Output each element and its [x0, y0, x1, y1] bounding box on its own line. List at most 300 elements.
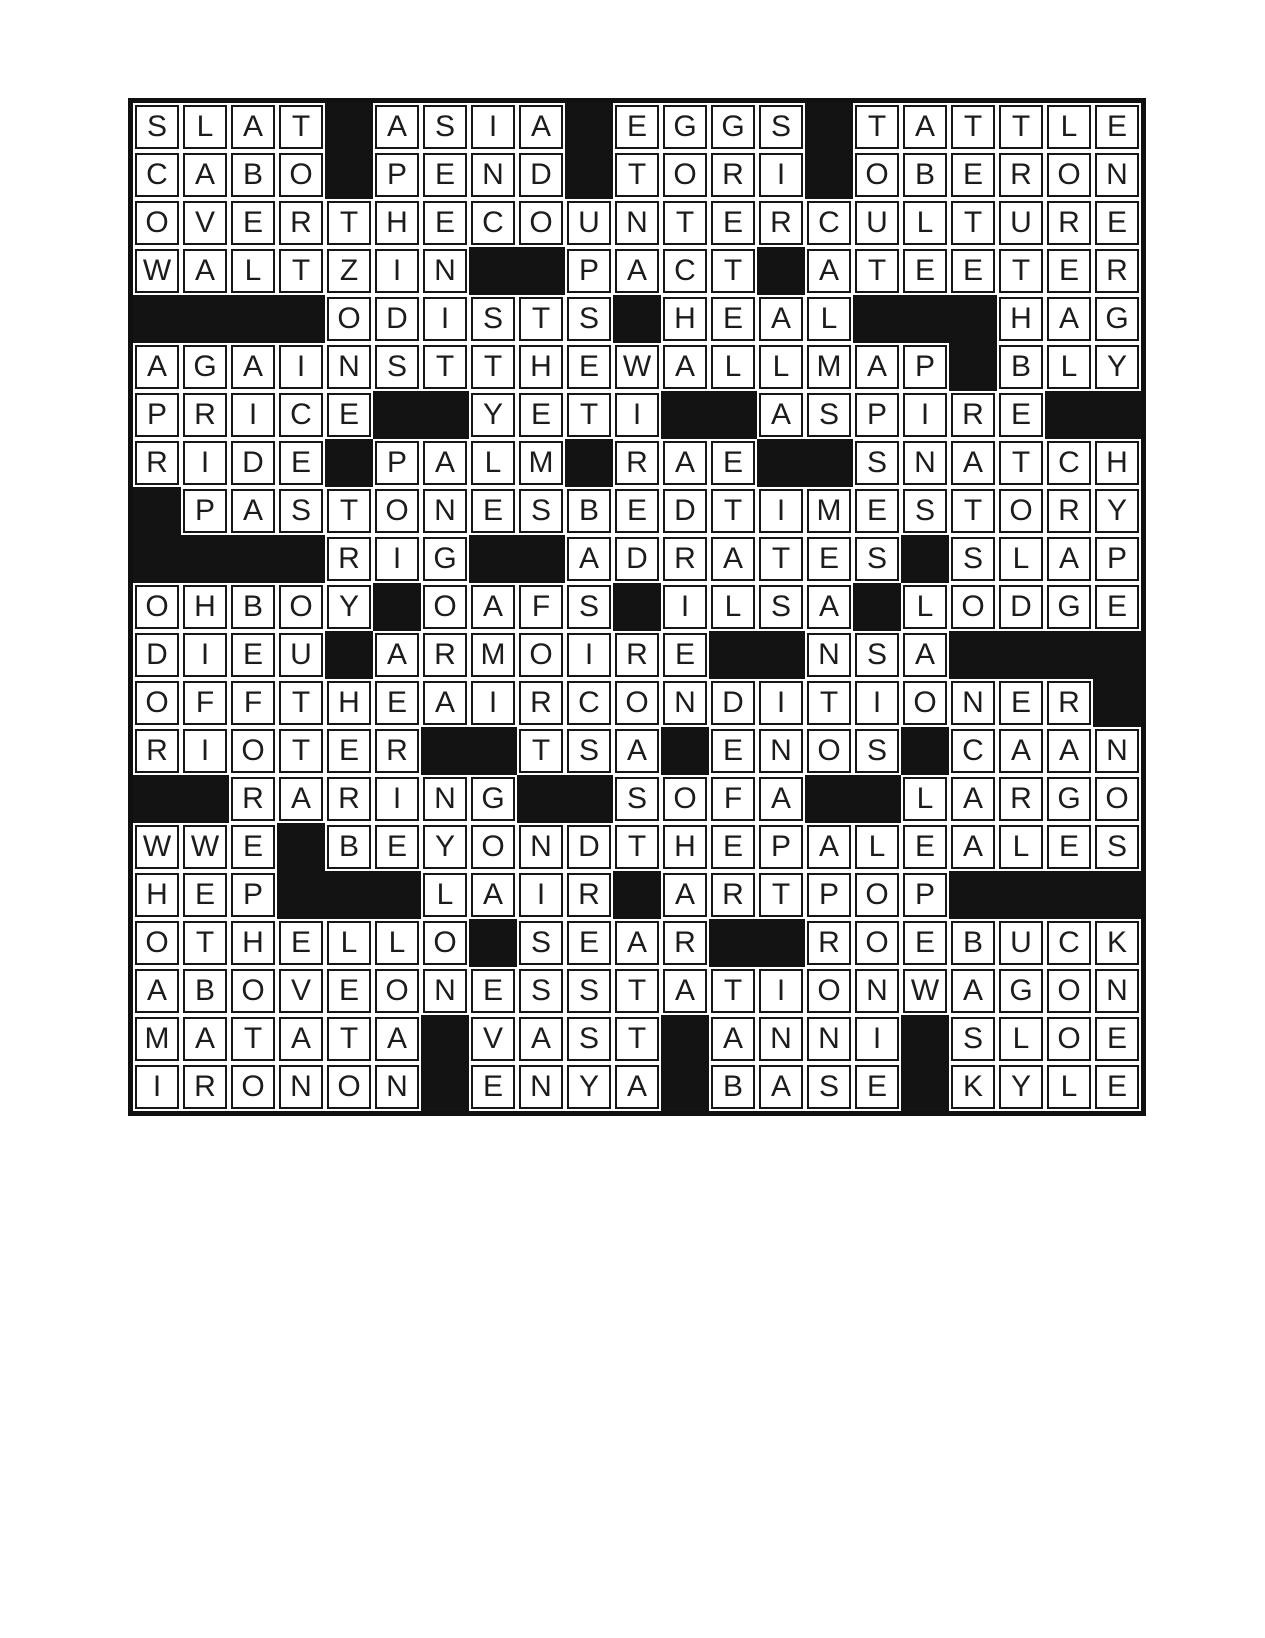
cell-letter: T — [771, 878, 791, 911]
cell-letter: A — [962, 830, 983, 863]
grid-cell — [711, 345, 755, 389]
cell-letter: N — [338, 350, 360, 383]
grid-cell — [135, 441, 179, 485]
cell-letter: S — [578, 1022, 599, 1055]
cell-letter: A — [386, 638, 407, 671]
grid-cell — [663, 777, 707, 821]
black-cell — [133, 535, 181, 583]
cell-letter: A — [434, 446, 455, 479]
grid-cell — [135, 105, 179, 149]
cell-letter: E — [962, 254, 983, 287]
grid-cell — [615, 393, 659, 437]
grid-cell — [663, 153, 707, 197]
black-cell — [565, 439, 613, 487]
grid-cell — [519, 921, 563, 965]
black-cell — [661, 391, 709, 439]
grid-cell — [663, 681, 707, 725]
grid-cell — [519, 729, 563, 773]
cell-letter: L — [1060, 350, 1078, 383]
grid-cell — [663, 633, 707, 677]
grid-cell — [759, 201, 803, 245]
grid-cell — [279, 969, 323, 1013]
cell-letter: B — [194, 974, 215, 1007]
grid-cell — [471, 969, 515, 1013]
grid-cell — [1047, 489, 1091, 533]
cell-letter: N — [770, 734, 792, 767]
grid-cell — [999, 345, 1043, 389]
grid-cell — [855, 201, 899, 245]
grid-cell — [279, 249, 323, 293]
grid-cell — [231, 825, 275, 869]
cell-letter: A — [482, 590, 503, 623]
cell-letter: E — [722, 734, 743, 767]
grid-cell — [1047, 921, 1091, 965]
cell-letter: L — [1060, 110, 1078, 143]
cell-letter: N — [482, 158, 504, 191]
grid-cell — [183, 921, 227, 965]
cell-letter: N — [1106, 974, 1128, 1007]
black-cell — [949, 631, 997, 679]
grid-cell — [759, 297, 803, 341]
cell-letter: L — [1060, 1070, 1078, 1103]
cell-letter: O — [145, 926, 169, 959]
grid-cell — [279, 201, 323, 245]
grid-cell — [231, 345, 275, 389]
cell-letter: E — [914, 830, 935, 863]
black-cell — [277, 295, 325, 343]
cell-letter: C — [578, 686, 600, 719]
cell-letter: W — [190, 830, 220, 863]
cell-letter: R — [722, 878, 744, 911]
grid-cell — [327, 777, 371, 821]
grid-cell — [711, 1065, 755, 1109]
cell-letter: W — [142, 830, 172, 863]
cell-letter: A — [434, 686, 455, 719]
grid-cell — [807, 201, 851, 245]
grid-cell — [567, 729, 611, 773]
grid-cell — [135, 201, 179, 245]
cell-letter: U — [1010, 206, 1032, 239]
cell-letter: I — [488, 686, 498, 719]
cell-letter: E — [242, 830, 263, 863]
cell-letter: O — [481, 830, 505, 863]
cell-letter: O — [289, 158, 313, 191]
grid-cell — [471, 393, 515, 437]
cell-letter: U — [290, 638, 312, 671]
grid-cell — [807, 345, 851, 389]
cell-letter: R — [1058, 686, 1080, 719]
grid-cell — [279, 153, 323, 197]
grid-cell — [663, 537, 707, 581]
grid-cell — [183, 1017, 227, 1061]
grid-cell — [663, 825, 707, 869]
grid-cell — [183, 201, 227, 245]
cell-letter: S — [866, 542, 887, 575]
grid-cell — [231, 729, 275, 773]
grid-cell — [471, 489, 515, 533]
grid-cell — [231, 489, 275, 533]
grid-cell — [375, 729, 419, 773]
grid-cell — [999, 1017, 1043, 1061]
cell-letter: N — [434, 494, 456, 527]
grid-cell — [807, 969, 851, 1013]
grid-cell — [711, 441, 755, 485]
cell-letter: E — [578, 926, 599, 959]
black-cell — [805, 103, 853, 151]
cell-letter: S — [866, 638, 887, 671]
cell-letter: P — [386, 158, 407, 191]
grid-cell — [711, 825, 755, 869]
black-cell — [469, 727, 517, 775]
cell-letter: P — [914, 350, 935, 383]
grid-cell — [903, 873, 947, 917]
grid-cell — [231, 585, 275, 629]
cell-letter: D — [626, 542, 648, 575]
grid-cell — [567, 681, 611, 725]
grid-cell — [183, 729, 227, 773]
grid-cell — [135, 345, 179, 389]
cell-letter: E — [1106, 1022, 1127, 1055]
cell-letter: E — [482, 1070, 503, 1103]
grid-cell — [759, 585, 803, 629]
cell-letter: O — [817, 734, 841, 767]
cell-letter: S — [386, 350, 407, 383]
cell-letter: T — [195, 926, 215, 959]
grid-cell — [1095, 201, 1139, 245]
cell-letter: G — [673, 110, 697, 143]
grid-cell — [903, 585, 947, 629]
cell-letter: T — [435, 350, 455, 383]
cell-letter: G — [1057, 590, 1081, 623]
grid-cell — [663, 921, 707, 965]
grid-cell — [231, 441, 275, 485]
grid-cell — [807, 873, 851, 917]
grid-cell — [999, 537, 1043, 581]
cell-letter: I — [776, 686, 786, 719]
grid-cell — [1095, 249, 1139, 293]
cell-letter: H — [674, 830, 696, 863]
grid-cell — [1095, 537, 1139, 581]
black-cell — [613, 583, 661, 631]
cell-letter: G — [1105, 302, 1129, 335]
grid-cell — [231, 633, 275, 677]
grid-cell — [1095, 105, 1139, 149]
cell-letter: E — [962, 158, 983, 191]
cell-letter: R — [674, 542, 696, 575]
grid-cell — [231, 921, 275, 965]
cell-letter: H — [338, 686, 360, 719]
cell-letter: A — [770, 1070, 791, 1103]
cell-letter: R — [194, 398, 216, 431]
cell-letter: L — [484, 446, 502, 479]
cell-letter: N — [530, 830, 552, 863]
grid-cell — [855, 249, 899, 293]
grid-cell — [615, 921, 659, 965]
grid-cell — [567, 873, 611, 917]
cell-letter: W — [142, 254, 172, 287]
grid-cell — [999, 585, 1043, 629]
cell-letter: E — [722, 302, 743, 335]
black-cell — [373, 583, 421, 631]
black-cell — [997, 631, 1045, 679]
black-cell — [949, 343, 997, 391]
grid-cell — [567, 585, 611, 629]
cell-letter: T — [339, 494, 359, 527]
cell-letter: B — [242, 158, 263, 191]
grid-cell — [1095, 969, 1139, 1013]
cell-letter: A — [1010, 734, 1031, 767]
grid-cell — [903, 441, 947, 485]
cell-letter: N — [1106, 158, 1128, 191]
cell-letter: B — [242, 590, 263, 623]
cell-letter: B — [722, 1070, 743, 1103]
grid-cell — [279, 345, 323, 389]
cell-letter: W — [910, 974, 940, 1007]
grid-cell — [471, 441, 515, 485]
cell-letter: Y — [434, 830, 455, 863]
grid-cell — [615, 489, 659, 533]
cell-letter: K — [962, 1070, 983, 1103]
grid-cell — [423, 969, 467, 1013]
grid-cell — [951, 105, 995, 149]
grid-cell — [375, 441, 419, 485]
grid-cell — [663, 873, 707, 917]
grid-cell — [903, 153, 947, 197]
cell-letter: H — [674, 302, 696, 335]
grid-cell — [615, 825, 659, 869]
grid-cell — [183, 633, 227, 677]
grid-cell — [375, 969, 419, 1013]
black-cell — [133, 295, 181, 343]
grid-cell — [807, 681, 851, 725]
grid-cell — [567, 297, 611, 341]
grid-cell — [1047, 105, 1091, 149]
black-cell — [1093, 631, 1141, 679]
cell-letter: T — [243, 1022, 263, 1055]
grid-cell — [903, 681, 947, 725]
cell-letter: R — [338, 782, 360, 815]
black-cell — [1093, 679, 1141, 727]
black-cell — [517, 535, 565, 583]
cell-letter: T — [1011, 110, 1031, 143]
cell-letter: N — [290, 1070, 312, 1103]
cell-letter: U — [866, 206, 888, 239]
grid-cell — [903, 489, 947, 533]
grid-cell — [855, 105, 899, 149]
grid-cell — [375, 681, 419, 725]
cell-letter: O — [529, 638, 553, 671]
grid-cell — [711, 969, 755, 1013]
grid-cell — [231, 1065, 275, 1109]
grid-cell — [423, 441, 467, 485]
grid-cell — [807, 537, 851, 581]
black-cell — [133, 487, 181, 535]
cell-letter: N — [1106, 734, 1128, 767]
cell-letter: N — [626, 206, 648, 239]
grid-cell — [999, 1065, 1043, 1109]
grid-cell — [903, 777, 947, 821]
grid-cell — [711, 873, 755, 917]
cell-letter: L — [340, 926, 358, 959]
black-cell — [469, 919, 517, 967]
grid-cell — [759, 489, 803, 533]
grid-cell — [855, 825, 899, 869]
grid-cell — [327, 729, 371, 773]
cell-letter: S — [770, 590, 791, 623]
cell-letter: L — [388, 926, 406, 959]
grid-cell — [135, 681, 179, 725]
grid-cell — [663, 345, 707, 389]
grid-cell — [135, 921, 179, 965]
grid-cell — [471, 1017, 515, 1061]
cell-letter: A — [482, 878, 503, 911]
grid-cell — [615, 537, 659, 581]
grid-cell — [999, 681, 1043, 725]
grid-cell — [711, 585, 755, 629]
black-cell — [901, 1015, 949, 1063]
grid-cell — [471, 201, 515, 245]
cell-letter: E — [866, 1070, 887, 1103]
cell-letter: R — [818, 926, 840, 959]
grid-cell — [855, 633, 899, 677]
grid-cell — [423, 921, 467, 965]
cell-letter: E — [386, 686, 407, 719]
grid-cell — [1047, 825, 1091, 869]
grid-cell — [807, 1017, 851, 1061]
cell-letter: A — [818, 590, 839, 623]
grid-cell — [471, 585, 515, 629]
cell-letter: E — [1106, 1070, 1127, 1103]
grid-cell — [231, 249, 275, 293]
black-cell — [325, 631, 373, 679]
cell-letter: O — [145, 590, 169, 623]
grid-cell — [999, 777, 1043, 821]
grid-cell — [1095, 777, 1139, 821]
black-cell — [805, 439, 853, 487]
cell-letter: M — [480, 638, 506, 671]
cell-letter: O — [145, 686, 169, 719]
cell-letter: T — [291, 734, 311, 767]
grid-cell — [711, 729, 755, 773]
cell-letter: R — [1010, 158, 1032, 191]
cell-letter: F — [723, 782, 743, 815]
cell-letter: O — [433, 590, 457, 623]
cell-letter: A — [1058, 542, 1079, 575]
black-cell — [1093, 871, 1141, 919]
cell-letter: O — [337, 1070, 361, 1103]
grid-cell — [1047, 681, 1091, 725]
grid-cell — [759, 1065, 803, 1109]
cell-letter: A — [1058, 302, 1079, 335]
grid-cell — [327, 825, 371, 869]
grid-cell — [135, 585, 179, 629]
cell-letter: I — [920, 398, 930, 431]
grid-cell — [567, 825, 611, 869]
cell-letter: I — [872, 686, 882, 719]
cell-letter: E — [434, 206, 455, 239]
cell-letter: P — [770, 830, 791, 863]
cell-letter: I — [536, 878, 546, 911]
grid-cell — [231, 873, 275, 917]
crossword-grid — [133, 103, 1141, 1111]
cell-letter: G — [481, 782, 505, 815]
grid-cell — [567, 1017, 611, 1061]
cell-letter: S — [914, 494, 935, 527]
black-cell — [757, 247, 805, 295]
cell-letter: S — [578, 734, 599, 767]
cell-letter: O — [241, 734, 265, 767]
grid-cell — [231, 201, 275, 245]
cell-letter: O — [1057, 158, 1081, 191]
grid-cell — [663, 201, 707, 245]
grid-cell — [1047, 729, 1091, 773]
grid-cell — [279, 633, 323, 677]
black-cell — [325, 151, 373, 199]
black-cell — [517, 247, 565, 295]
grid-cell — [903, 633, 947, 677]
cell-letter: S — [626, 782, 647, 815]
cell-letter: S — [962, 542, 983, 575]
cell-letter: R — [674, 926, 696, 959]
grid-cell — [807, 297, 851, 341]
grid-cell — [375, 921, 419, 965]
grid-cell — [423, 777, 467, 821]
cell-letter: T — [627, 974, 647, 1007]
cell-letter: O — [241, 1070, 265, 1103]
grid-cell — [951, 777, 995, 821]
grid-cell — [375, 249, 419, 293]
grid-cell — [567, 921, 611, 965]
grid-cell — [327, 1017, 371, 1061]
grid-cell — [951, 681, 995, 725]
cell-letter: E — [482, 494, 503, 527]
black-cell — [1093, 391, 1141, 439]
cell-letter: L — [724, 590, 742, 623]
cell-letter: L — [916, 782, 934, 815]
cell-letter: E — [434, 158, 455, 191]
cell-letter: Y — [482, 398, 503, 431]
cell-letter: T — [291, 254, 311, 287]
grid-cell — [471, 681, 515, 725]
grid-cell — [1095, 297, 1139, 341]
grid-cell — [759, 681, 803, 725]
grid-cell — [903, 201, 947, 245]
cell-letter: C — [290, 398, 312, 431]
cell-letter: L — [196, 110, 214, 143]
grid-cell — [759, 825, 803, 869]
grid-cell — [423, 153, 467, 197]
cell-letter: O — [289, 590, 313, 623]
cell-letter: E — [242, 206, 263, 239]
black-cell — [421, 1063, 469, 1111]
grid-cell — [1047, 777, 1091, 821]
grid-cell — [999, 393, 1043, 437]
grid-cell — [951, 825, 995, 869]
grid-cell — [471, 153, 515, 197]
cell-letter: A — [290, 1022, 311, 1055]
grid-cell — [135, 873, 179, 917]
cell-letter: O — [865, 926, 889, 959]
cell-letter: A — [722, 1022, 743, 1055]
grid-cell — [1095, 153, 1139, 197]
grid-cell — [711, 105, 755, 149]
cell-letter: L — [1012, 830, 1030, 863]
grid-cell — [519, 969, 563, 1013]
grid-cell — [519, 393, 563, 437]
grid-cell — [423, 825, 467, 869]
grid-cell — [807, 1065, 851, 1109]
black-cell — [517, 775, 565, 823]
